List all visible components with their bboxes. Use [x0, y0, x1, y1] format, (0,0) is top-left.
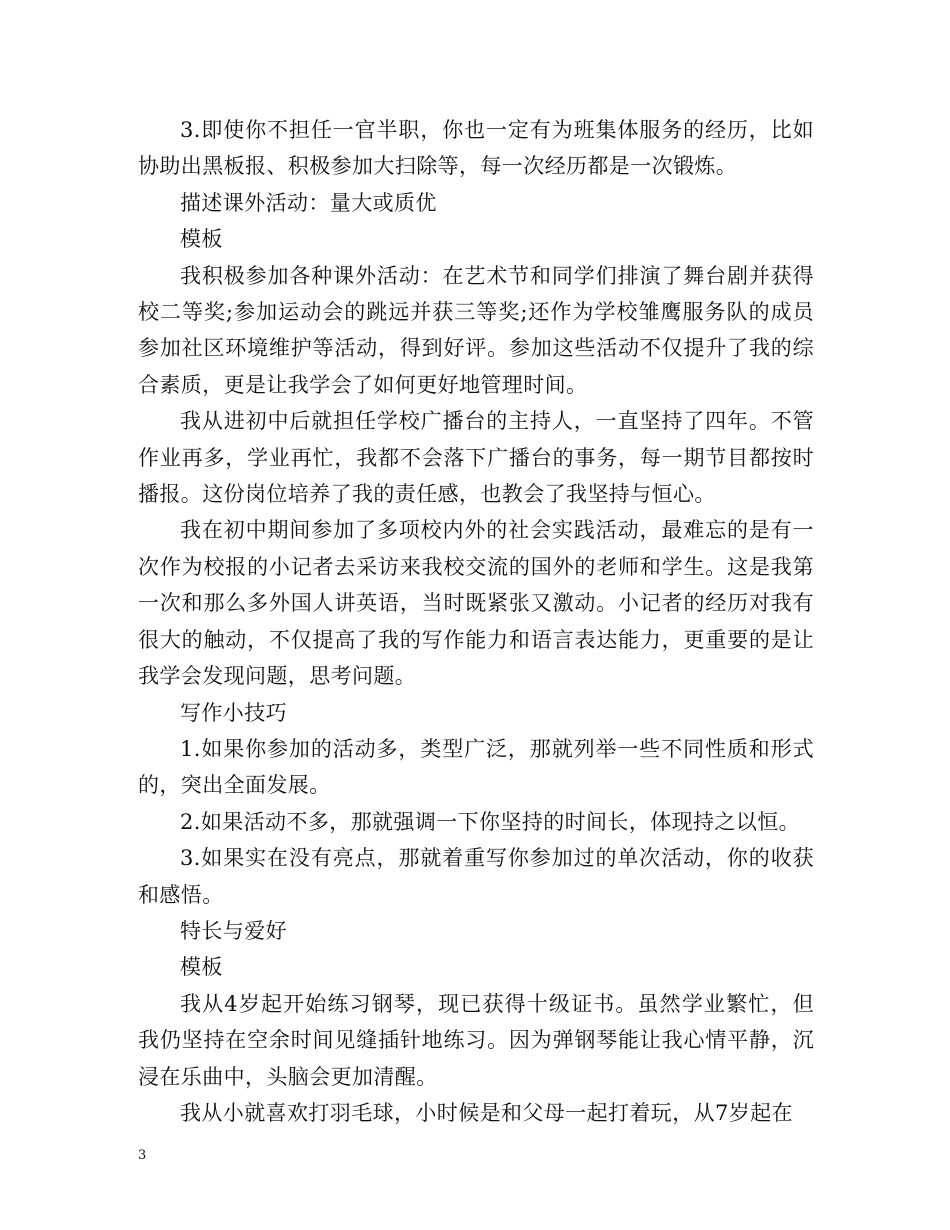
paragraph-activities-example: 我积极参加各种课外活动：在艺术节和同学们排演了舞台剧并获得校二等奖;参加运动会的跳远并获三等奖;还作为学校雏鹰服务队的成员参加社区环境维护等活动，得到好评。参加这些活动不仅提升了我的综合素质，更是让我学会了如何更好地管理时间。 — [138, 263, 814, 397]
tip-item-2: 2.如果活动不多，那就强调一下你坚持的时间长，体现持之以恒。 — [180, 809, 801, 834]
tip-item-1: 1.如果你参加的活动多，类型广泛，那就列举一些不同性质和形式的，突出全面发展。 — [138, 736, 814, 798]
template-label: 模板 — [180, 955, 223, 980]
paragraph-reporter-example: 我在初中期间参加了多项校内外的社会实践活动，最难忘的是有一次作为校报的小记者去采访来我校交流的国外的老师和学生。这是我第一次和那么多外国人讲英语，当时既紧张又激动。小记者的经历对我有很大的触动，不仅提高了我的写作能力和语言表达能力，更重要的是让我学会发现问题，思考问题。 — [138, 518, 814, 689]
template-label: 模板 — [180, 227, 223, 252]
page-number: 3 — [138, 1148, 147, 1163]
section-heading-activities: 描述课外活动：量大或质优 — [180, 190, 437, 215]
document-body — [138, 112, 814, 1131]
paragraph-service-experience: 3.即使你不担任一官半职，你也一定有为班集体服务的经历，比如协助出黑板报、积极参加大扫除等，每一次经历都是一次锻炼。 — [138, 118, 814, 179]
section-heading-hobbies: 特长与爱好 — [180, 918, 287, 943]
section-heading-writing-tips: 写作小技巧 — [180, 700, 287, 725]
paragraph-badminton-example: 我从小就喜欢打羽毛球，小时候是和父母一起打着玩，从7岁起在 — [180, 1100, 793, 1125]
paragraph-piano-example: 我从4岁起开始练习钢琴，现已获得十级证书。虽然学业繁忙，但我仍坚持在空余时间见缝插针地练习。因为弹钢琴能让我心情平静，沉浸在乐曲中，头脑会更加清醒。 — [138, 991, 814, 1089]
paragraph-broadcast-example: 我从进初中后就担任学校广播台的主持人，一直坚持了四年。不管作业再多，学业再忙，我都不会落下广播台的事务，每一期节目都按时播报。这份岗位培养了我的责任感，也教会了我坚持与恒心。 — [138, 409, 814, 507]
tip-item-3: 3.如果实在没有亮点，那就着重写你参加过的单次活动，你的收获和感悟。 — [138, 846, 814, 907]
